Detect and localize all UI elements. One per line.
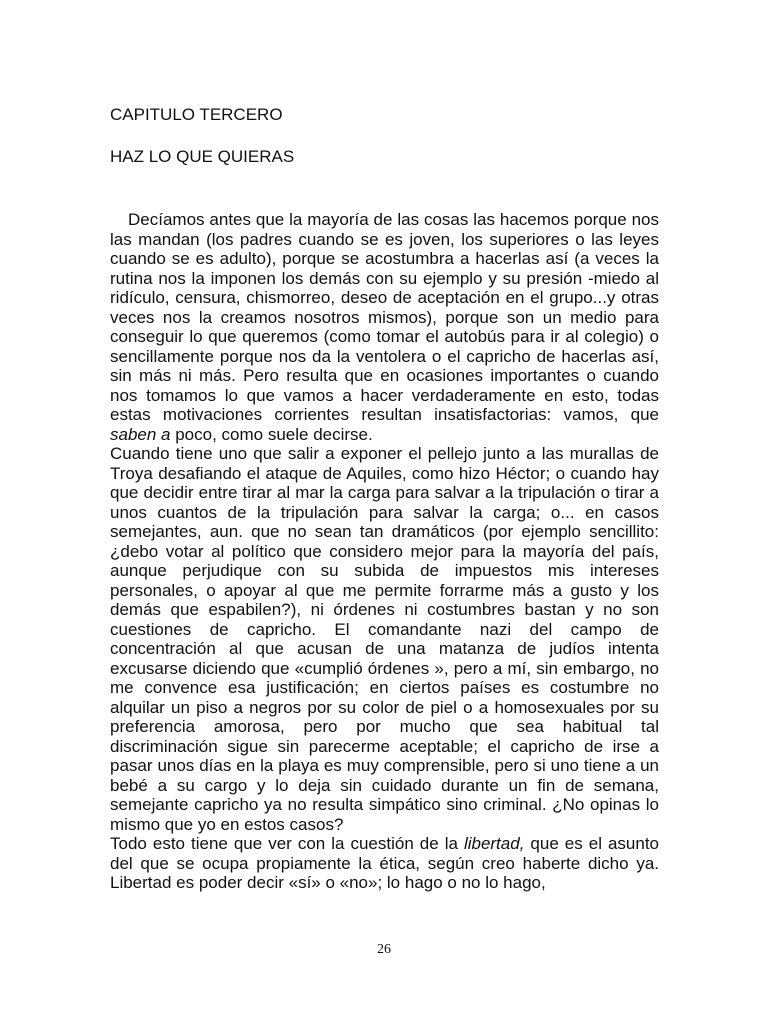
chapter-title: HAZ LO QUE QUIERAS	[110, 147, 295, 166]
italic-emphasis: saben a	[110, 424, 171, 444]
paragraph-text: poco, como suele decirse.	[170, 424, 373, 444]
italic-emphasis: libertad,	[463, 834, 525, 853]
paragraph-1	[110, 210, 659, 444]
chapter-heading: CAPITULO TERCERO	[110, 105, 283, 124]
page-number: 26	[377, 942, 391, 957]
paragraph-text: Cuando tiene uno que salir a exponer el pellejo junto a las murallas de Troya desafiando el ataque de Aquiles, como hizo Héctor; o cuando hay que decidir entre tirar al mar la carga para salvar a la tripulación o tirar a unos cuantos de la tripulación para salvar la carga; o... en casos semejantes, aun. que no sean tan dramáticos (por ejemplo sencillito: ¿debo votar al político que considero mejor para la mayoría del país, aunque perjudique con su subida de impuestos mis intereses personales, o apoyar al que me permite forrarme más a gusto y los demás que espabilen?), ni órdenes ni costumbres bastan y no son cuestiones de capricho. El comandante nazi del campo de concentración al que acusan de una matanza de judíos intenta excusarse diciendo que «cumplió órdenes », pero a mí, sin embargo, no me convence esa justificación; en ciertos países es costumbre no alquilar un piso a negros por su color de piel o a homosexuales por su preferencia amorosa, pero por mucho que sea habitual tal discriminación sigue sin parecerme aceptable; el capricho de irse a pasar unos días en la playa es muy comprensible, pero si uno tiene a un bebé a su cargo y lo deja sin cuidado durante un fin de semana, semejante capricho ya no resulta simpático sino criminal. ¿No opinas lo mismo que yo en estos casos?	[110, 444, 659, 834]
paragraph-text: Decíamos antes que la mayoría de las cosas las hacemos porque nos las mandan (los padres cuando se es joven, los superiores o las leyes cuando se es adulto), porque se acostumbra a hacerlas así (a veces la rutina nos la imponen los demás con su ejemplo y su presión -miedo al ridículo, censura, chismorreo, deseo de aceptación en el grupo...y otras veces nos la creamos nosotros mismos), porque son un medio para conseguir lo que queremos (como tomar el autobús para ir al colegio) o sencillamente porque nos da la ventolera o el capricho de hacerlas así, sin más ni más. Pero resulta que en ocasiones importantes o cuando nos tomamos lo que vamos a hacer verdaderamente en esto, todas estas motivaciones corrientes resultan insatisfactorias: vamos, que	[110, 210, 659, 424]
paragraph-3	[110, 834, 659, 893]
paragraph-2	[110, 444, 659, 834]
chapter-body	[110, 210, 659, 893]
paragraph-text: que es el asunto del que se ocupa propiamente la ética, según creo haberte dicho ya. Libertad es poder decir «sí» o «no»; lo hago o no lo hago,	[110, 834, 660, 892]
book-page	[110, 104, 659, 893]
paragraph-text: Todo esto tiene que ver con la cuestión de la	[110, 834, 464, 853]
